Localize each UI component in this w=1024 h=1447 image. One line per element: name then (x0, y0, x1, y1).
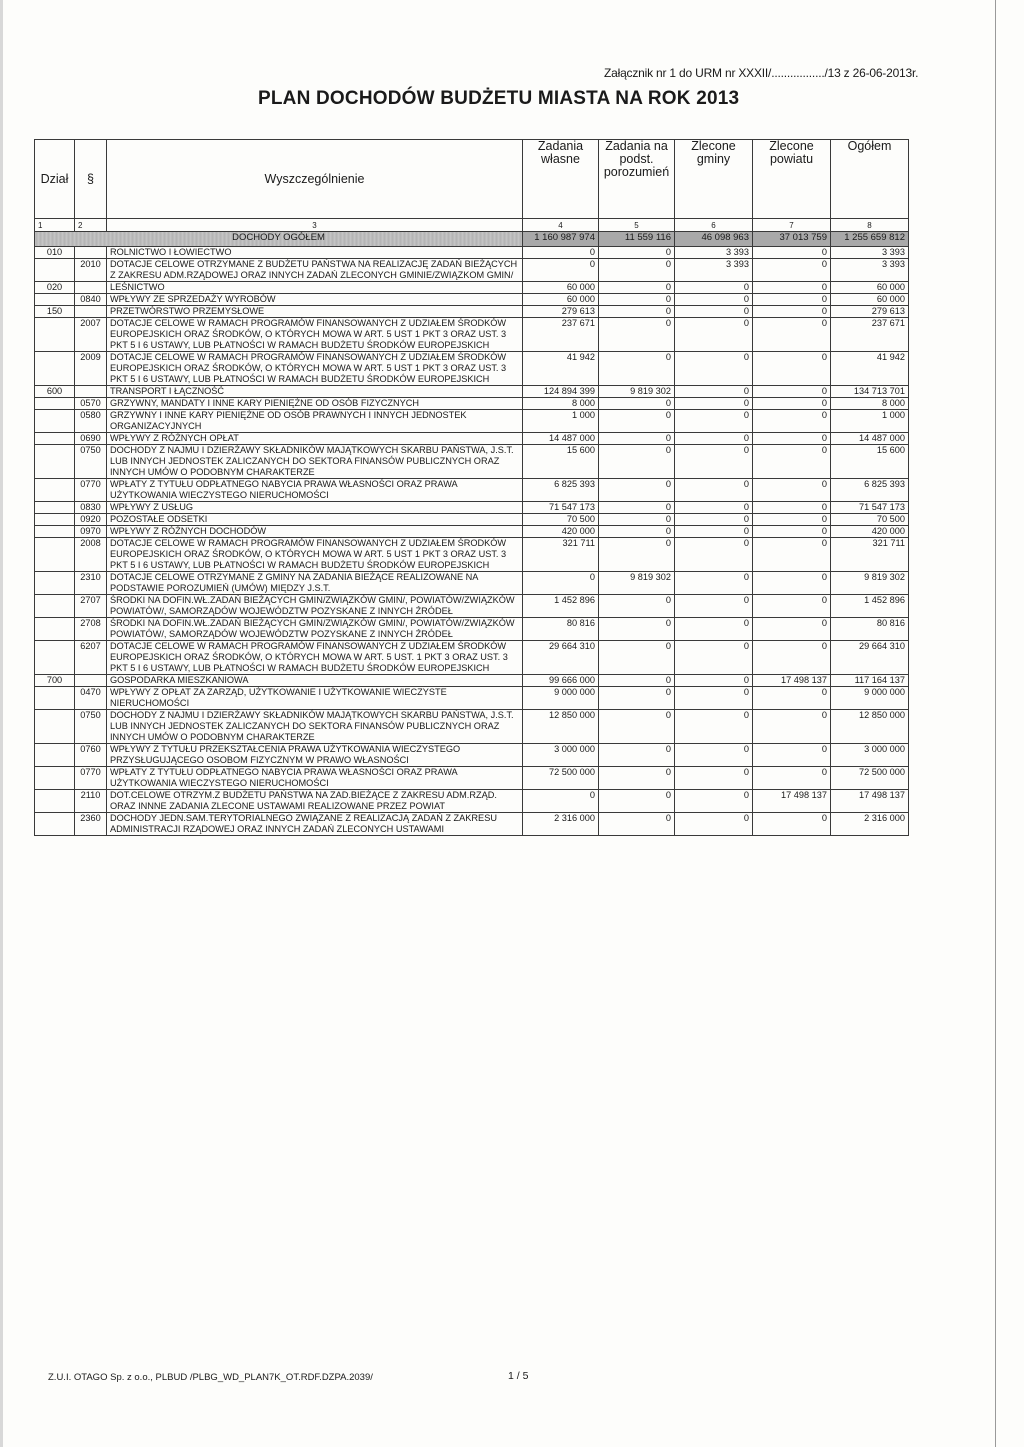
value-zlecone-gminy: 0 (675, 526, 753, 538)
paragraf-code: 2110 (75, 790, 107, 813)
value-zadania-wlasne: 420 000 (523, 526, 599, 538)
paragraf-code: 0770 (75, 479, 107, 502)
col-number: 3 (107, 219, 523, 232)
value-ogolem: 8 000 (831, 398, 909, 410)
value-zlecone-powiatu: 0 (753, 502, 831, 514)
dzial-code (35, 479, 75, 502)
value-zlecone-powiatu: 0 (753, 445, 831, 479)
value-zlecone-powiatu: 0 (753, 398, 831, 410)
col-number: 6 (675, 219, 753, 232)
total-row (35, 232, 909, 247)
value-zadania-wlasne: 0 (523, 259, 599, 282)
dzial-code (35, 744, 75, 767)
row-description: WPŁYWY Z RÓŻNYCH OPŁAT (107, 433, 523, 445)
paragraf-code: 2010 (75, 259, 107, 282)
dzial-code: 600 (35, 386, 75, 398)
value-zadania-wlasne: 41 942 (523, 352, 599, 386)
value-ogolem: 14 487 000 (831, 433, 909, 445)
column-number-row (35, 219, 909, 232)
header-row (35, 140, 909, 219)
value-zlecone-powiatu: 17 498 137 (753, 675, 831, 687)
row-description: GRZYWNY, MANDATY I INNE KARY PIENIĘŻNE OD OSÓB FIZYCZNYCH (107, 398, 523, 410)
value-zlecone-powiatu: 0 (753, 282, 831, 294)
col-number: 8 (831, 219, 909, 232)
paragraph-row (35, 479, 909, 502)
section-row (35, 282, 909, 294)
paragraph-row (35, 538, 909, 572)
value-zadania-porozumien: 0 (599, 318, 675, 352)
paragraph-row (35, 813, 909, 836)
value-zadania-porozumien: 0 (599, 502, 675, 514)
value-zadania-porozumien: 0 (599, 306, 675, 318)
value-zadania-porozumien: 0 (599, 710, 675, 744)
dzial-code (35, 526, 75, 538)
value-zadania-wlasne: 72 500 000 (523, 767, 599, 790)
value-zadania-porozumien: 0 (599, 410, 675, 433)
paragraph-row (35, 294, 909, 306)
value-ogolem: 3 393 (831, 259, 909, 282)
col-header-dzial: Dział (35, 140, 75, 219)
paragraf-code: 0760 (75, 744, 107, 767)
paragraf-code (75, 306, 107, 318)
value-zlecone-gminy: 0 (675, 790, 753, 813)
value-ogolem: 17 498 137 (831, 790, 909, 813)
value-zlecone-gminy: 0 (675, 433, 753, 445)
value-zadania-wlasne: 99 666 000 (523, 675, 599, 687)
row-description: ŚRODKI NA DOFIN.WŁ.ZADAŃ BIEŻĄCYCH GMIN/ZWIĄZKÓW GMIN/, POWIATÓW/ZWIĄZKÓW POWIATÓW/, SAMORZĄDÓW WOJEWÓDZTW POZYSKANE Z INNYCH ŹRÓDEŁ (107, 618, 523, 641)
value-zlecone-powiatu: 0 (753, 479, 831, 502)
value-zlecone-gminy: 0 (675, 595, 753, 618)
value-zlecone-gminy: 0 (675, 710, 753, 744)
value-ogolem: 134 713 701 (831, 386, 909, 398)
row-description: DOCHODY Z NAJMU I DZIERŻAWY SKŁADNIKÓW MAJĄTKOWYCH SKARBU PAŃSTWA, J.S.T. LUB INNYCH JEDNOSTEK ZALICZANYCH DO SEKTORA FINANSÓW PUBLICZNYCH ORAZ INNYCH UMÓW O PODOBNYM CHARAKTERZE (107, 445, 523, 479)
paragraf-code: 2310 (75, 572, 107, 595)
value-zlecone-gminy: 0 (675, 687, 753, 710)
section-row (35, 306, 909, 318)
total-zlecone-gminy: 46 098 963 (675, 232, 753, 247)
section-row (35, 247, 909, 259)
paragraf-code (75, 675, 107, 687)
paragraph-row (35, 595, 909, 618)
value-zlecone-powiatu: 0 (753, 514, 831, 526)
value-zadania-porozumien: 0 (599, 687, 675, 710)
value-zlecone-powiatu: 0 (753, 641, 831, 675)
row-description: DOTACJE CELOWE OTRZYMANE Z GMINY NA ZADANIA BIEŻĄCE REALIZOWANE NA PODSTAWIE POROZUMIEŃ (UMÓW) MIĘDZY J.S.T. (107, 572, 523, 595)
paragraf-code: 0470 (75, 687, 107, 710)
value-zlecone-gminy: 0 (675, 410, 753, 433)
dzial-code (35, 813, 75, 836)
section-row (35, 675, 909, 687)
value-zadania-porozumien: 0 (599, 675, 675, 687)
col-header-zlecone-gminy: Zlecone gminy (675, 140, 753, 219)
value-zadania-wlasne: 2 316 000 (523, 813, 599, 836)
value-zadania-porozumien: 0 (599, 282, 675, 294)
total-ogolem: 1 255 659 812 (831, 232, 909, 247)
paragraf-code: 0840 (75, 294, 107, 306)
value-zadania-wlasne: 8 000 (523, 398, 599, 410)
row-description: ROLNICTWO I ŁOWIECTWO (107, 247, 523, 259)
value-zlecone-gminy: 0 (675, 445, 753, 479)
dzial-code (35, 790, 75, 813)
value-zadania-wlasne: 6 825 393 (523, 479, 599, 502)
row-description: DOTACJE CELOWE W RAMACH PROGRAMÓW FINANSOWANYCH Z UDZIAŁEM ŚRODKÓW EUROPEJSKICH ORAZ ŚRODKÓW, O KTÓRYCH MOWA W ART. 5 UST 1 PKT 3 ORAZ UST. 3 PKT 5 I 6 USTAWY, LUB PŁATNOŚCI W RAMACH BUDŻETU ŚRODKÓW EUROPEJSKICH (107, 352, 523, 386)
paragraph-row (35, 710, 909, 744)
row-description: WPŁATY Z TYTUŁU ODPŁATNEGO NABYCIA PRAWA WŁASNOŚCI ORAZ PRAWA UŻYTKOWANIA WIECZYSTEGO NIERUCHOMOŚCI (107, 767, 523, 790)
value-zlecone-gminy: 0 (675, 572, 753, 595)
value-zadania-wlasne: 12 850 000 (523, 710, 599, 744)
paragraf-code: 2708 (75, 618, 107, 641)
value-zlecone-powiatu: 0 (753, 538, 831, 572)
paragraf-code: 2707 (75, 595, 107, 618)
row-description: WPŁATY Z TYTUŁU ODPŁATNEGO NABYCIA PRAWA WŁASNOŚCI ORAZ PRAWA UŻYTKOWANIA WIECZYSTEGO NIERUCHOMOŚCI (107, 479, 523, 502)
value-zadania-wlasne: 0 (523, 790, 599, 813)
value-zadania-wlasne: 124 894 399 (523, 386, 599, 398)
paragraf-code: 0920 (75, 514, 107, 526)
value-zlecone-powiatu: 0 (753, 352, 831, 386)
row-description: WPŁYWY Z OPŁAT ZA ZARZĄD, UŻYTKOWANIE I UŻYTKOWANIE WIECZYSTE NIERUCHOMOŚCI (107, 687, 523, 710)
row-description: DOCHODY JEDN.SAM.TERYTORIALNEGO ZWIĄZANE Z REALIZACJĄ ZADAŃ Z ZAKRESU ADMINISTRACJI RZĄDOWEJ ORAZ INNYCH ZADAŃ ZLECONYCH USTAWAMI (107, 813, 523, 836)
paragraph-row (35, 445, 909, 479)
value-zlecone-gminy: 0 (675, 538, 753, 572)
value-zadania-wlasne: 15 600 (523, 445, 599, 479)
col-number: 7 (753, 219, 831, 232)
value-zlecone-powiatu: 0 (753, 595, 831, 618)
value-ogolem: 15 600 (831, 445, 909, 479)
total-zadania-porozumien: 11 559 116 (599, 232, 675, 247)
dzial-code (35, 538, 75, 572)
dzial-code (35, 259, 75, 282)
value-zadania-porozumien: 0 (599, 767, 675, 790)
col-header-wyszczegolnienie: Wyszczególnienie (107, 140, 523, 219)
value-ogolem: 72 500 000 (831, 767, 909, 790)
paragraph-row (35, 502, 909, 514)
value-zlecone-gminy: 0 (675, 767, 753, 790)
row-description: WPŁYWY Z RÓŻNYCH DOCHODÓW (107, 526, 523, 538)
dzial-code (35, 514, 75, 526)
value-zlecone-powiatu: 0 (753, 306, 831, 318)
value-zadania-wlasne: 60 000 (523, 294, 599, 306)
value-zadania-porozumien: 9 819 302 (599, 572, 675, 595)
dzial-code (35, 433, 75, 445)
value-zlecone-powiatu: 0 (753, 618, 831, 641)
paragraf-code: 0690 (75, 433, 107, 445)
value-zlecone-powiatu: 0 (753, 526, 831, 538)
value-zadania-porozumien: 0 (599, 445, 675, 479)
value-ogolem: 6 825 393 (831, 479, 909, 502)
value-zadania-wlasne: 1 000 (523, 410, 599, 433)
dzial-code: 020 (35, 282, 75, 294)
paragraph-row (35, 744, 909, 767)
dzial-code (35, 710, 75, 744)
value-zadania-wlasne: 1 452 896 (523, 595, 599, 618)
paragraph-row (35, 352, 909, 386)
dzial-code: 150 (35, 306, 75, 318)
col-number: 5 (599, 219, 675, 232)
row-description: LEŚNICTWO (107, 282, 523, 294)
value-zlecone-gminy: 0 (675, 502, 753, 514)
attachment-note: Załącznik nr 1 do URM nr XXXII/................./13 z 26-06-2013r. (604, 66, 919, 80)
paragraph-row (35, 410, 909, 433)
total-zadania-wlasne: 1 160 987 974 (523, 232, 599, 247)
value-zadania-wlasne: 71 547 173 (523, 502, 599, 514)
paragraf-code: 0770 (75, 767, 107, 790)
dzial-code (35, 641, 75, 675)
paragraph-row (35, 572, 909, 595)
value-zlecone-powiatu: 0 (753, 294, 831, 306)
paragraf-code: 2009 (75, 352, 107, 386)
row-description: DOTACJE CELOWE OTRZYMANE Z BUDŻETU PAŃSTWA NA REALIZACJĘ ZADAŃ BIEŻĄCYCH Z ZAKRESU ADM.RZĄDOWEJ ORAZ INNYCH ZADAŃ ZLECONYCH GMINIE/ZWIĄZKOM GMIN/ (107, 259, 523, 282)
value-zlecone-gminy: 3 393 (675, 247, 753, 259)
value-ogolem: 9 819 302 (831, 572, 909, 595)
value-zlecone-powiatu: 0 (753, 247, 831, 259)
value-zadania-porozumien: 9 819 302 (599, 386, 675, 398)
paragraf-code: 2007 (75, 318, 107, 352)
value-ogolem: 1 452 896 (831, 595, 909, 618)
paragraph-row (35, 687, 909, 710)
value-zlecone-powiatu: 0 (753, 710, 831, 744)
paragraf-code: 0970 (75, 526, 107, 538)
paragraph-row (35, 790, 909, 813)
value-zlecone-gminy: 0 (675, 294, 753, 306)
row-description: GOSPODARKA MIESZKANIOWA (107, 675, 523, 687)
value-zadania-wlasne: 237 671 (523, 318, 599, 352)
value-zlecone-gminy: 0 (675, 641, 753, 675)
value-zadania-wlasne: 321 711 (523, 538, 599, 572)
value-zadania-porozumien: 0 (599, 479, 675, 502)
value-zadania-porozumien: 0 (599, 538, 675, 572)
row-description: DOTACJE CELOWE W RAMACH PROGRAMÓW FINANSOWANYCH Z UDZIAŁEM ŚRODKÓW EUROPEJSKICH ORAZ ŚRODKÓW, O KTÓRYCH MOWA W ART. 5 UST 1 PKT 3 ORAZ UST. 3 PKT 5 I 6 USTAWY, LUB PŁATNOŚCI W RAMACH BUDŻETU ŚRODKÓW EUROPEJSKICH (107, 538, 523, 572)
value-zadania-porozumien: 0 (599, 352, 675, 386)
col-header-paragraf: § (75, 140, 107, 219)
col-number: 4 (523, 219, 599, 232)
value-zlecone-powiatu: 0 (753, 813, 831, 836)
row-description: DOTACJE CELOWE W RAMACH PROGRAMÓW FINANSOWANYCH Z UDZIAŁEM ŚRODKÓW EUROPEJSKICH ORAZ ŚRODKÓW, O KTÓRYCH MOWA W ART. 5 UST. 1 PKT 3 ORAZ UST. 3 PKT 5 I 6 USTAWY, LUB PŁATNOŚCI W RAMACH BUDŻETU ŚRODKÓW EUROPEJSKICH (107, 641, 523, 675)
value-zlecone-powiatu: 0 (753, 767, 831, 790)
paragraph-row (35, 514, 909, 526)
value-zlecone-gminy: 0 (675, 744, 753, 767)
value-ogolem: 70 500 (831, 514, 909, 526)
dzial-code (35, 618, 75, 641)
footer-source: Z.U.I. OTAGO Sp. z o.o., PLBUD /PLBG_WD_PLAN7K_OT.RDF.DZPA.2039/ (48, 1372, 373, 1383)
paragraph-row (35, 259, 909, 282)
row-description: DOTACJE CELOWE W RAMACH PROGRAMÓW FINANSOWANYCH Z UDZIAŁEM ŚRODKÓW EUROPEJSKICH ORAZ ŚRODKÓW, O KTÓRYCH MOWA W ART. 5 UST 1 PKT 3 ORAZ UST. 3 PKT 5 I 6 USTAWY, LUB PŁATNOŚCI W RAMACH BUDŻETU ŚRODKÓW EUROPEJSKICH (107, 318, 523, 352)
paragraf-code: 0750 (75, 710, 107, 744)
value-zadania-porozumien: 0 (599, 294, 675, 306)
row-description: POZOSTAŁE ODSETKI (107, 514, 523, 526)
value-zlecone-powiatu: 0 (753, 410, 831, 433)
value-zadania-wlasne: 80 816 (523, 618, 599, 641)
dzial-code (35, 352, 75, 386)
value-ogolem: 71 547 173 (831, 502, 909, 514)
row-description: WPŁYWY ZE SPRZEDAŻY WYROBÓW (107, 294, 523, 306)
section-row (35, 386, 909, 398)
value-zadania-wlasne: 29 664 310 (523, 641, 599, 675)
row-description: TRANSPORT I ŁĄCZNOŚĆ (107, 386, 523, 398)
value-ogolem: 117 164 137 (831, 675, 909, 687)
value-zlecone-gminy: 0 (675, 514, 753, 526)
col-header-zadania-wlasne: Zadania własne (523, 140, 599, 219)
value-zadania-wlasne: 0 (523, 572, 599, 595)
value-ogolem: 80 816 (831, 618, 909, 641)
value-zadania-porozumien: 0 (599, 641, 675, 675)
value-ogolem: 3 000 000 (831, 744, 909, 767)
value-zadania-porozumien: 0 (599, 595, 675, 618)
paragraph-row (35, 526, 909, 538)
value-zadania-porozumien: 0 (599, 398, 675, 410)
dzial-code (35, 318, 75, 352)
value-zlecone-gminy: 0 (675, 318, 753, 352)
dzial-code (35, 572, 75, 595)
dzial-code (35, 767, 75, 790)
value-ogolem: 60 000 (831, 294, 909, 306)
paragraf-code: 2008 (75, 538, 107, 572)
value-zadania-porozumien: 0 (599, 433, 675, 445)
value-zadania-porozumien: 0 (599, 247, 675, 259)
paragraf-code: 0570 (75, 398, 107, 410)
value-zlecone-powiatu: 0 (753, 433, 831, 445)
paragraf-code: 6207 (75, 641, 107, 675)
value-zlecone-powiatu: 17 498 137 (753, 790, 831, 813)
paragraf-code: 0750 (75, 445, 107, 479)
col-header-zlecone-powiatu: Zlecone powiatu (753, 140, 831, 219)
value-zadania-wlasne: 9 000 000 (523, 687, 599, 710)
row-description: PRZETWÓRSTWO PRZEMYSŁOWE (107, 306, 523, 318)
paragraph-row (35, 318, 909, 352)
value-zlecone-powiatu: 0 (753, 687, 831, 710)
value-zadania-wlasne: 3 000 000 (523, 744, 599, 767)
dzial-code (35, 398, 75, 410)
value-zlecone-gminy: 0 (675, 398, 753, 410)
value-zadania-wlasne: 279 613 (523, 306, 599, 318)
budget-table (34, 139, 909, 836)
paragraph-row (35, 433, 909, 445)
value-zlecone-powiatu: 0 (753, 318, 831, 352)
dzial-code: 700 (35, 675, 75, 687)
row-description: GRZYWNY I INNE KARY PIENIĘŻNE OD OSÓB PRAWNYCH I INNYCH JEDNOSTEK ORGANIZACYJNYCH (107, 410, 523, 433)
value-zlecone-gminy: 0 (675, 352, 753, 386)
value-ogolem: 1 000 (831, 410, 909, 433)
dzial-code (35, 687, 75, 710)
value-ogolem: 12 850 000 (831, 710, 909, 744)
value-zadania-porozumien: 0 (599, 514, 675, 526)
dzial-code (35, 410, 75, 433)
dzial-code: 010 (35, 247, 75, 259)
value-zadania-wlasne: 14 487 000 (523, 433, 599, 445)
value-zlecone-gminy: 0 (675, 306, 753, 318)
col-header-ogolem: Ogółem (831, 140, 909, 219)
paragraf-code (75, 386, 107, 398)
value-zadania-porozumien: 0 (599, 790, 675, 813)
value-zadania-porozumien: 0 (599, 526, 675, 538)
dzial-code (35, 595, 75, 618)
paragraph-row (35, 641, 909, 675)
value-ogolem: 3 393 (831, 247, 909, 259)
value-zadania-wlasne: 60 000 (523, 282, 599, 294)
value-zlecone-gminy: 0 (675, 813, 753, 836)
total-label: DOCHODY OGÓŁEM (35, 232, 523, 247)
dzial-code (35, 294, 75, 306)
value-zlecone-gminy: 3 393 (675, 259, 753, 282)
value-ogolem: 420 000 (831, 526, 909, 538)
value-ogolem: 60 000 (831, 282, 909, 294)
paragraf-code: 0830 (75, 502, 107, 514)
row-description: ŚRODKI NA DOFIN.WŁ.ZADAŃ BIEŻĄCYCH GMIN/ZWIĄZKÓW GMIN/, POWIATÓW/ZWIĄZKÓW POWIATÓW/, SAMORZĄDÓW WOJEWÓDZTW POZYSKANE Z INNYCH ŹRÓDEŁ (107, 595, 523, 618)
value-zlecone-gminy: 0 (675, 675, 753, 687)
page-title: PLAN DOCHODÓW BUDŻETU MIASTA NA ROK 2013 (258, 88, 740, 109)
value-zlecone-powiatu: 0 (753, 744, 831, 767)
paragraph-row (35, 398, 909, 410)
col-header-zadania-porozumien: Zadania na podst. porozumień (599, 140, 675, 219)
value-zlecone-powiatu: 0 (753, 572, 831, 595)
total-zlecone-powiatu: 37 013 759 (753, 232, 831, 247)
value-zadania-porozumien: 0 (599, 744, 675, 767)
scan-right-edge (995, 0, 996, 1447)
value-ogolem: 237 671 (831, 318, 909, 352)
paragraph-row (35, 767, 909, 790)
value-zlecone-gminy: 0 (675, 282, 753, 294)
value-ogolem: 321 711 (831, 538, 909, 572)
scan-left-edge (0, 0, 3, 1447)
value-zadania-porozumien: 0 (599, 813, 675, 836)
value-ogolem: 2 316 000 (831, 813, 909, 836)
value-ogolem: 41 942 (831, 352, 909, 386)
col-number: 1 (35, 219, 75, 232)
row-description: DOT.CELOWE OTRZYM.Z BUDŻETU PAŃSTWA NA ZAD.BIEŻĄCE Z ZAKRESU ADM.RZĄD. ORAZ INNNE ZADANIA ZLECONE USTAWAMI REALIZOWANE PRZEZ POWIAT (107, 790, 523, 813)
value-zlecone-powiatu: 0 (753, 259, 831, 282)
paragraf-code (75, 282, 107, 294)
col-number: 2 (75, 219, 107, 232)
value-zlecone-powiatu: 0 (753, 386, 831, 398)
value-zlecone-gminy: 0 (675, 618, 753, 641)
paragraf-code (75, 247, 107, 259)
paragraf-code: 2360 (75, 813, 107, 836)
value-ogolem: 9 000 000 (831, 687, 909, 710)
paragraf-code: 0580 (75, 410, 107, 433)
value-zlecone-gminy: 0 (675, 386, 753, 398)
page-number: 1 / 5 (508, 1370, 529, 1382)
row-description: WPŁYWY Z USŁUG (107, 502, 523, 514)
dzial-code (35, 502, 75, 514)
value-ogolem: 29 664 310 (831, 641, 909, 675)
value-zadania-wlasne: 0 (523, 247, 599, 259)
value-ogolem: 279 613 (831, 306, 909, 318)
value-zadania-wlasne: 70 500 (523, 514, 599, 526)
value-zlecone-gminy: 0 (675, 479, 753, 502)
value-zadania-porozumien: 0 (599, 618, 675, 641)
paragraph-row (35, 618, 909, 641)
row-description: WPŁYWY Z TYTUŁU PRZEKSZTAŁCENIA PRAWA UŻYTKOWANIA WIECZYSTEGO PRZYSŁUGUJĄCEGO OSOBOM FIZYCZNYM W PRAWO WŁASNOŚCI (107, 744, 523, 767)
row-description: DOCHODY Z NAJMU I DZIERŻAWY SKŁADNIKÓW MAJĄTKOWYCH SKARBU PAŃSTWA, J.S.T. LUB INNYCH JEDNOSTEK ZALICZANYCH DO SEKTORA FINANSÓW PUBLICZNYCH ORAZ INNYCH UMÓW O PODOBNYM CHARAKTERZE (107, 710, 523, 744)
value-zadania-porozumien: 0 (599, 259, 675, 282)
dzial-code (35, 445, 75, 479)
